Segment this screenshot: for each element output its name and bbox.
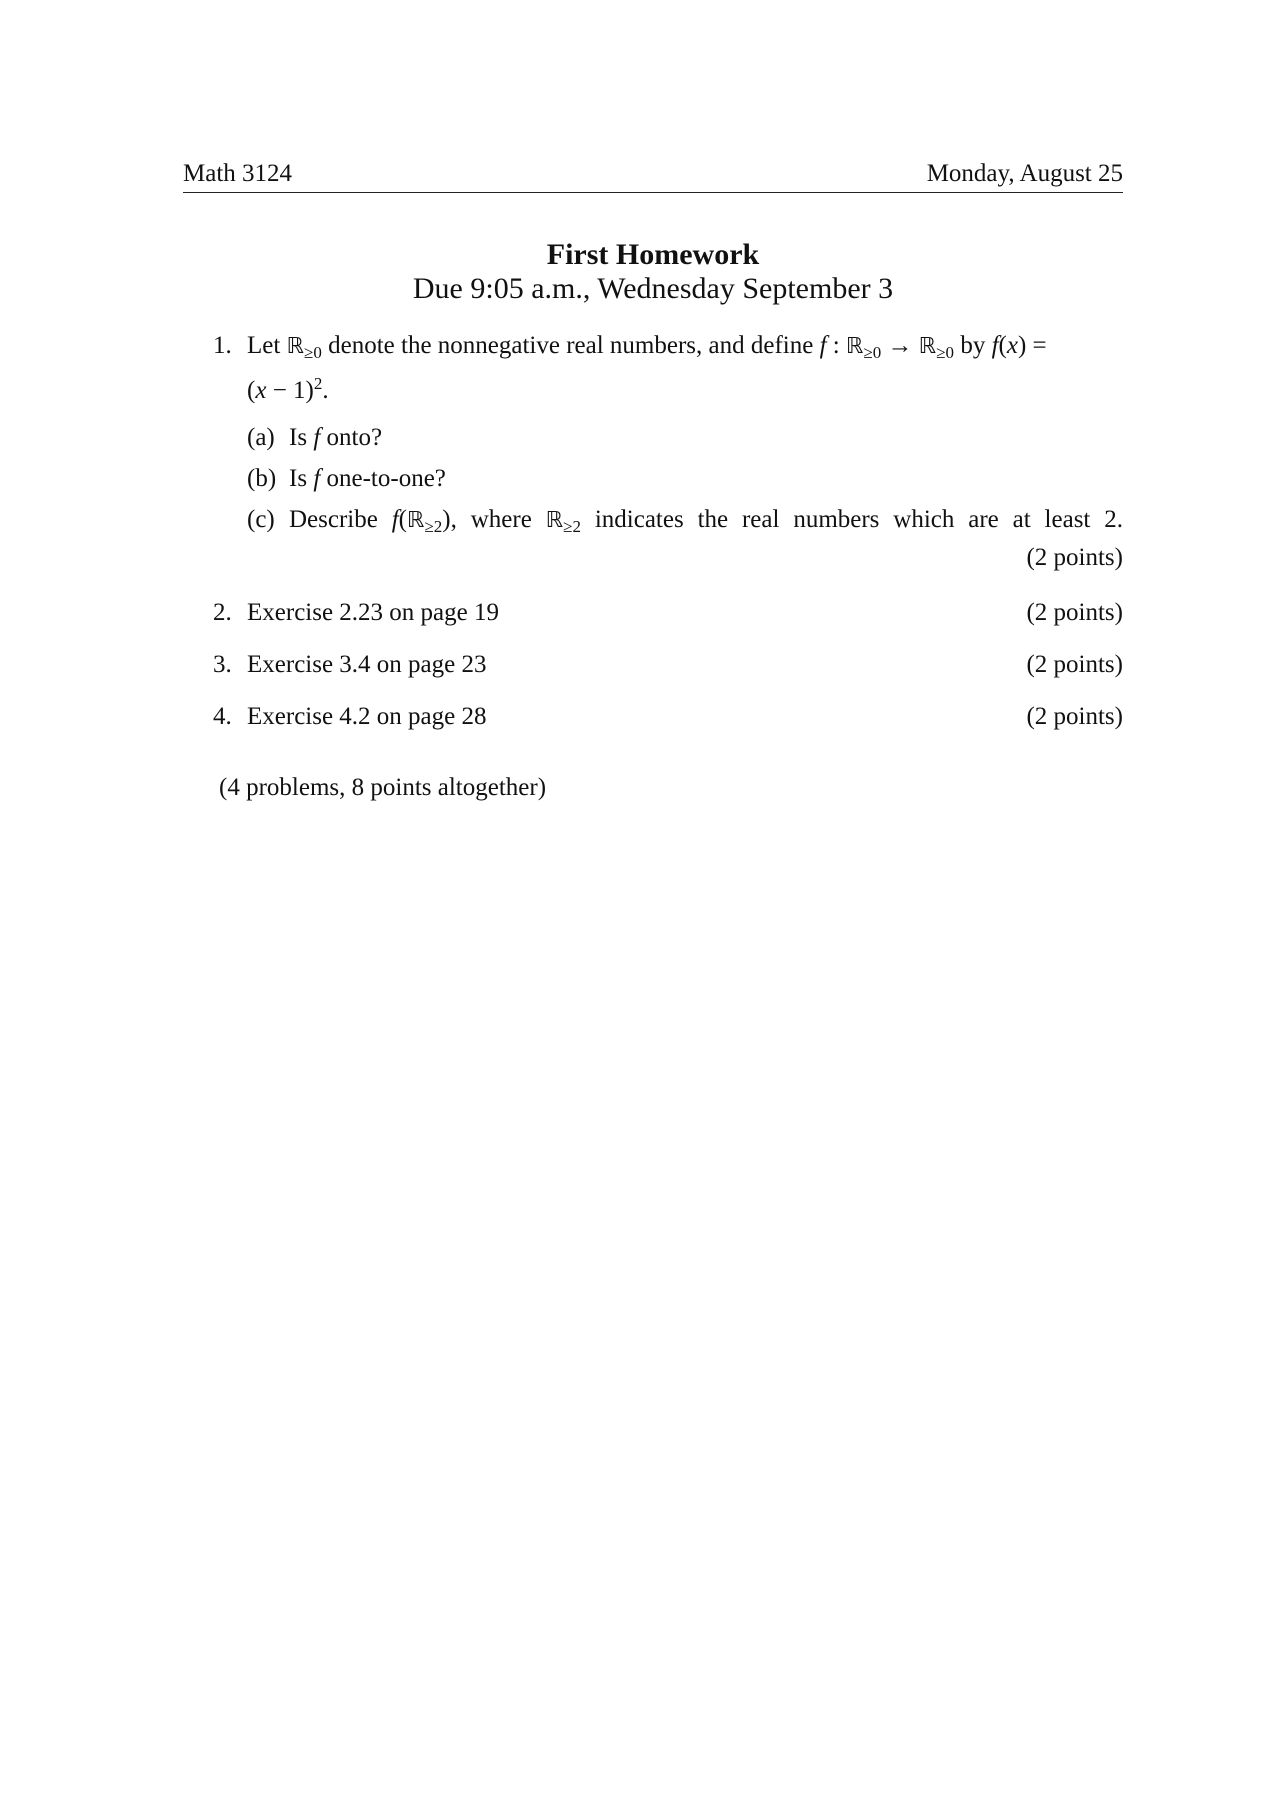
problem-points: (2 points)	[1026, 599, 1123, 626]
part-b: (b) Is f one-to-one?	[247, 465, 446, 492]
page-header	[183, 158, 1123, 193]
header-date: Monday, August 25	[926, 160, 1123, 187]
problem-1-points: (2 points)	[1026, 544, 1123, 571]
problem-number: 3.	[213, 651, 232, 678]
problem-number: 4.	[213, 703, 232, 730]
problem-4	[183, 701, 1123, 732]
problem-1	[183, 330, 1123, 573]
problem-list	[183, 330, 1123, 732]
document-page	[183, 0, 1123, 1811]
problem-points: (2 points)	[1026, 651, 1123, 678]
part-a: (a) Is f onto?	[247, 424, 383, 451]
summary-note: (4 problems, 8 points altogether)	[219, 774, 547, 801]
problem-text: Exercise 4.2 on page 28	[247, 703, 487, 730]
problem-number: 1.	[213, 332, 232, 359]
problem-text: Exercise 2.23 on page 19	[247, 599, 500, 626]
part-c: (c) Describe f(ℝ$_{\ge 2}$), where ℝ$_{\ge 2}$ indicates the real numbers which are at least 2. (2 points)	[247, 506, 1123, 571]
title-block	[183, 238, 1123, 306]
problem-text: Exercise 3.4 on page 23	[247, 651, 487, 678]
course-name: Math 3124	[183, 160, 293, 187]
problem-2	[183, 597, 1123, 628]
problem-1-parts	[247, 422, 1123, 573]
page-title: First Homework	[546, 238, 760, 271]
problem-number: 2.	[213, 599, 232, 626]
problem-3	[183, 649, 1123, 680]
problem-points: (2 points)	[1026, 703, 1123, 730]
due-date: Due 9:05 a.m., Wednesday September 3	[412, 272, 894, 305]
problem-1-statement: Let ℝ$_{\ge 0}$ denote the nonnegative real numbers, and define f : ℝ$_{\ge 0}$ → ℝ$_{\ge 0}$ by f(x) = $(x - 1)^2$.	[247, 332, 1047, 404]
